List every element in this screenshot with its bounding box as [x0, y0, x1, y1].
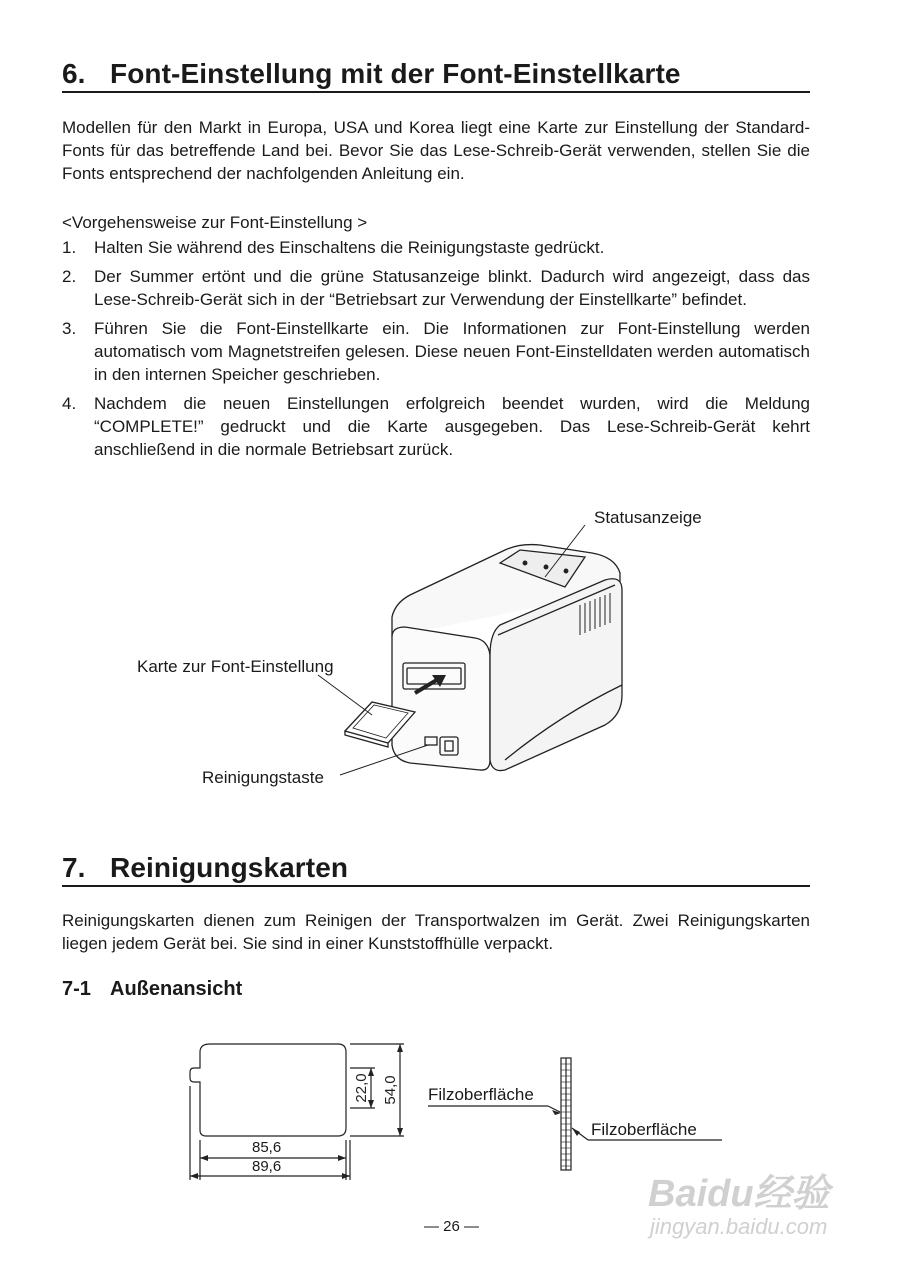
page-number: — 26 — — [423, 1218, 480, 1235]
step-text: Führen Sie die Font-Einstellkarte ein. Die Informationen zur Font-Einstellung werden automatisch vom Magnetstreifen gelesen. Diese neuen Font-Einstelldaten werden automatisch in den internen Speicher geschrieben. — [94, 319, 810, 384]
procedure-steps — [62, 236, 810, 467]
printer-front — [392, 627, 490, 770]
felt-surface-label-left: Filzoberfläche — [428, 1085, 534, 1104]
section-6-heading — [62, 58, 810, 93]
subsection-7-1-heading — [62, 978, 242, 1001]
step-item — [62, 317, 810, 386]
step-text: Der Summer ertönt und die grüne Statusanzeige blinkt. Dadurch wird angezeigt, dass das Lese-Schreib-Gerät sich in der “Betriebsart zur Verwendung der Einstellkarte” befindet. — [94, 267, 810, 309]
section-7-heading — [62, 852, 810, 887]
card-reader-illustration — [0, 495, 903, 805]
cleaning-button-label: Reinigungstaste — [202, 768, 324, 787]
watermark-logo: Baidu经验 — [648, 1173, 830, 1215]
step-text: Nachdem die neuen Einstellungen erfolgreich beendet wurden, wird die Meldung “COMPLETE!” gedruckt und die Karte ausgegeben. Das Lese-Schreib-Gerät kehrt anschließend in die normale Betriebsart zurück. — [94, 394, 810, 459]
step-number: 1. — [62, 238, 77, 257]
subsection-title: Außenansicht — [110, 978, 243, 1000]
watermark-url: jingyan.baidu.com — [650, 1214, 828, 1239]
step-item — [62, 392, 810, 461]
status-led-icon — [523, 561, 527, 565]
section-7-number: 7. — [62, 852, 86, 883]
procedure-heading: <Vorgehensweise zur Font-Einstellung > — [62, 213, 368, 232]
dim-height-outer: 54,0 — [382, 1075, 399, 1105]
step-item — [62, 236, 810, 259]
step-text: Halten Sie während des Einschaltens die Reinigungstaste gedrückt. — [94, 238, 605, 257]
cleaning-card-diagram — [0, 1030, 903, 1180]
dimension-arrowheads — [190, 1044, 580, 1179]
section-7-intro: Reinigungskarten dienen zum Reinigen der Transportwalzen im Gerät. Zwei Reinigungskarten liegen jedem Gerät bei. Sie sind in einer Kunststoffhülle verpackt. — [62, 911, 810, 953]
status-indicator-label: Statusanzeige — [594, 508, 702, 527]
dim-width-outer: 89,6 — [252, 1158, 282, 1175]
card-outline — [190, 1044, 346, 1136]
subsection-number: 7-1 — [62, 978, 91, 1000]
section-6-title: Font-Einstellung mit der Font-Einstellkarte — [110, 58, 681, 89]
section-6-intro: Modellen für den Markt in Europa, USA und Korea liegt eine Karte zur Einstellung der Standard-Fonts für das betreffende Land bei. Bevor Sie das Lese-Schreib-Gerät verwenden, stellen Sie die Fonts entsprechend der nachfolgenden Anleitung ein. — [62, 118, 810, 183]
status-led-icon — [564, 569, 568, 573]
card-label: Karte zur Font-Einstellung — [137, 657, 334, 676]
dim-width-inner: 85,6 — [252, 1139, 282, 1156]
step-number: 2. — [62, 267, 77, 286]
dim-height-inner: 22,0 — [353, 1073, 370, 1103]
section-6-number: 6. — [62, 58, 86, 89]
step-number: 4. — [62, 394, 77, 413]
status-led-icon — [544, 565, 548, 569]
step-number: 3. — [62, 319, 77, 338]
felt-surface-label-right: Filzoberfläche — [591, 1120, 697, 1139]
step-item — [62, 265, 810, 311]
section-7-title: Reinigungskarten — [110, 852, 349, 883]
